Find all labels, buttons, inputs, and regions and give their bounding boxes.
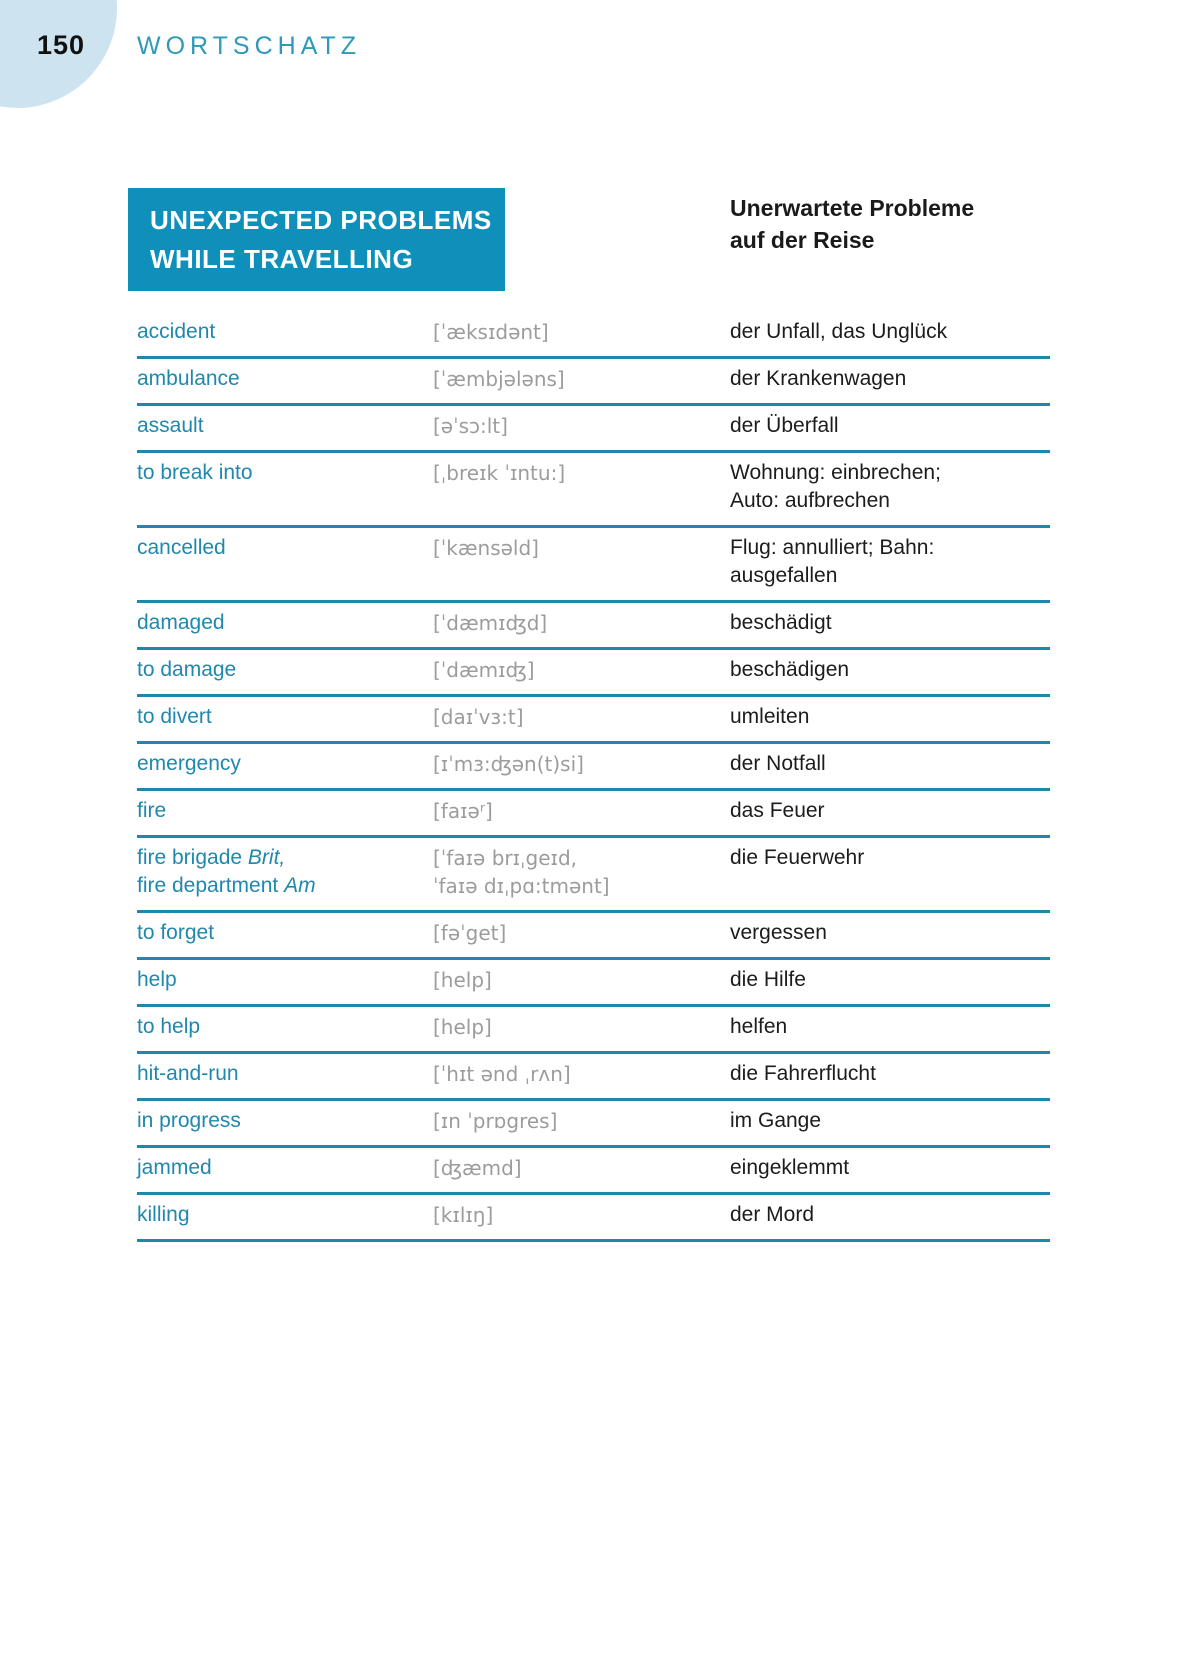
vocab-row: [137, 1148, 1050, 1195]
topic-title-german-line-2: auf der Reise: [730, 227, 875, 253]
phonetic-transcription: [ɪˈmɜ:ʤən(t)si]: [433, 752, 584, 776]
phonetic-transcription: [fəˈget]: [433, 921, 507, 945]
english-term: to help: [137, 1015, 201, 1038]
vocab-table: [137, 312, 1050, 1242]
phonetic-transcription: [daɪˈvɜ:t]: [433, 705, 524, 729]
german-translation: der Überfall: [730, 414, 839, 437]
vocab-row: [137, 650, 1050, 697]
vocab-row: [137, 406, 1050, 453]
german-translation: die Hilfe: [730, 968, 806, 991]
vocab-row: [137, 1054, 1050, 1101]
german-translation: der Notfall: [730, 752, 826, 775]
vocab-row: [137, 1101, 1050, 1148]
vocab-row: [137, 312, 1050, 359]
vocab-row: [137, 453, 1050, 528]
english-term: cancelled: [137, 536, 226, 559]
english-term: to divert: [137, 705, 212, 728]
phonetic-transcription: [faɪəʳ]: [433, 799, 493, 823]
german-translation: beschädigen: [730, 658, 850, 681]
german-translation: der Unfall, das Unglück: [730, 320, 948, 343]
german-translation: die Feuerwehr: [730, 846, 865, 869]
german-translation: Wohnung: einbrechen; Auto: aufbrechen: [730, 461, 941, 512]
english-term: ambulance: [137, 367, 240, 390]
english-term: damaged: [137, 611, 225, 634]
german-translation: eingeklemmt: [730, 1156, 850, 1179]
section-label: WORTSCHATZ: [137, 32, 362, 60]
phonetic-transcription: [ˈdæmɪʤ]: [433, 658, 535, 682]
english-term: in progress: [137, 1109, 241, 1132]
phonetic-transcription: [ˌbreɪk ˈɪntu:]: [433, 461, 566, 485]
english-term: to forget: [137, 921, 215, 944]
vocab-row: [137, 838, 1050, 913]
vocab-row: [137, 359, 1050, 406]
topic-title-box: [128, 188, 505, 291]
english-term: hit-and-run: [137, 1062, 239, 1085]
phonetic-transcription: [ˈdæmɪʤd]: [433, 611, 548, 635]
german-translation: Flug: annulliert; Bahn: ausgefallen: [730, 536, 935, 587]
english-term: help: [137, 968, 177, 991]
german-translation: das Feuer: [730, 799, 825, 822]
topic-title-german-line-1: Unerwartete Probleme: [730, 195, 975, 221]
phonetic-transcription: [ˈfaɪə brɪˌgeɪd, ˈfaɪə dɪˌpɑ:tmənt]: [433, 846, 610, 898]
topic-title-line-2: WHILE TRAVELLING: [150, 244, 414, 274]
german-translation: die Fahrerflucht: [730, 1062, 876, 1085]
german-translation: der Krankenwagen: [730, 367, 907, 390]
vocab-row: [137, 1007, 1050, 1054]
english-term: fire: [137, 799, 167, 822]
english-term: assault: [137, 414, 204, 437]
topic-title-german: [730, 192, 974, 256]
phonetic-transcription: [ˈæksɪdənt]: [433, 320, 549, 344]
english-term: accident: [137, 320, 216, 343]
phonetic-transcription: [ˈkænsəld]: [433, 536, 539, 560]
english-term: emergency: [137, 752, 241, 775]
german-translation: der Mord: [730, 1203, 815, 1226]
german-translation: umleiten: [730, 705, 810, 728]
phonetic-transcription: [help]: [433, 1015, 492, 1039]
vocab-row: [137, 1195, 1050, 1242]
english-term: to damage: [137, 658, 237, 681]
vocab-row: [137, 744, 1050, 791]
phonetic-transcription: [kɪlɪŋ]: [433, 1203, 494, 1227]
german-translation: helfen: [730, 1015, 788, 1038]
english-term: jammed: [137, 1156, 212, 1179]
phonetic-transcription: [ɪn ˈprɒgres]: [433, 1109, 558, 1133]
topic-title-line-1: UNEXPECTED PROBLEMS: [150, 205, 492, 235]
phonetic-transcription: [help]: [433, 968, 492, 992]
german-translation: beschädigt: [730, 611, 832, 634]
english-term: killing: [137, 1203, 190, 1226]
phonetic-transcription: [əˈsɔ:lt]: [433, 414, 508, 438]
english-term: to break into: [137, 461, 253, 484]
phonetic-transcription: [ˈæmbjələns]: [433, 367, 565, 391]
phonetic-transcription: [ˈhɪt ənd ˌrʌn]: [433, 1062, 571, 1086]
phonetic-transcription: [ʤæmd]: [433, 1156, 522, 1180]
vocab-row: [137, 697, 1050, 744]
vocab-row: [137, 528, 1050, 603]
vocab-row: [137, 913, 1050, 960]
vocab-row: [137, 960, 1050, 1007]
german-translation: im Gange: [730, 1109, 822, 1132]
page-number: 150: [37, 30, 86, 60]
german-translation: vergessen: [730, 921, 827, 944]
vocab-row: [137, 603, 1050, 650]
vocab-row: [137, 791, 1050, 838]
english-term: fire brigade Brit, fire department Am: [137, 846, 316, 897]
